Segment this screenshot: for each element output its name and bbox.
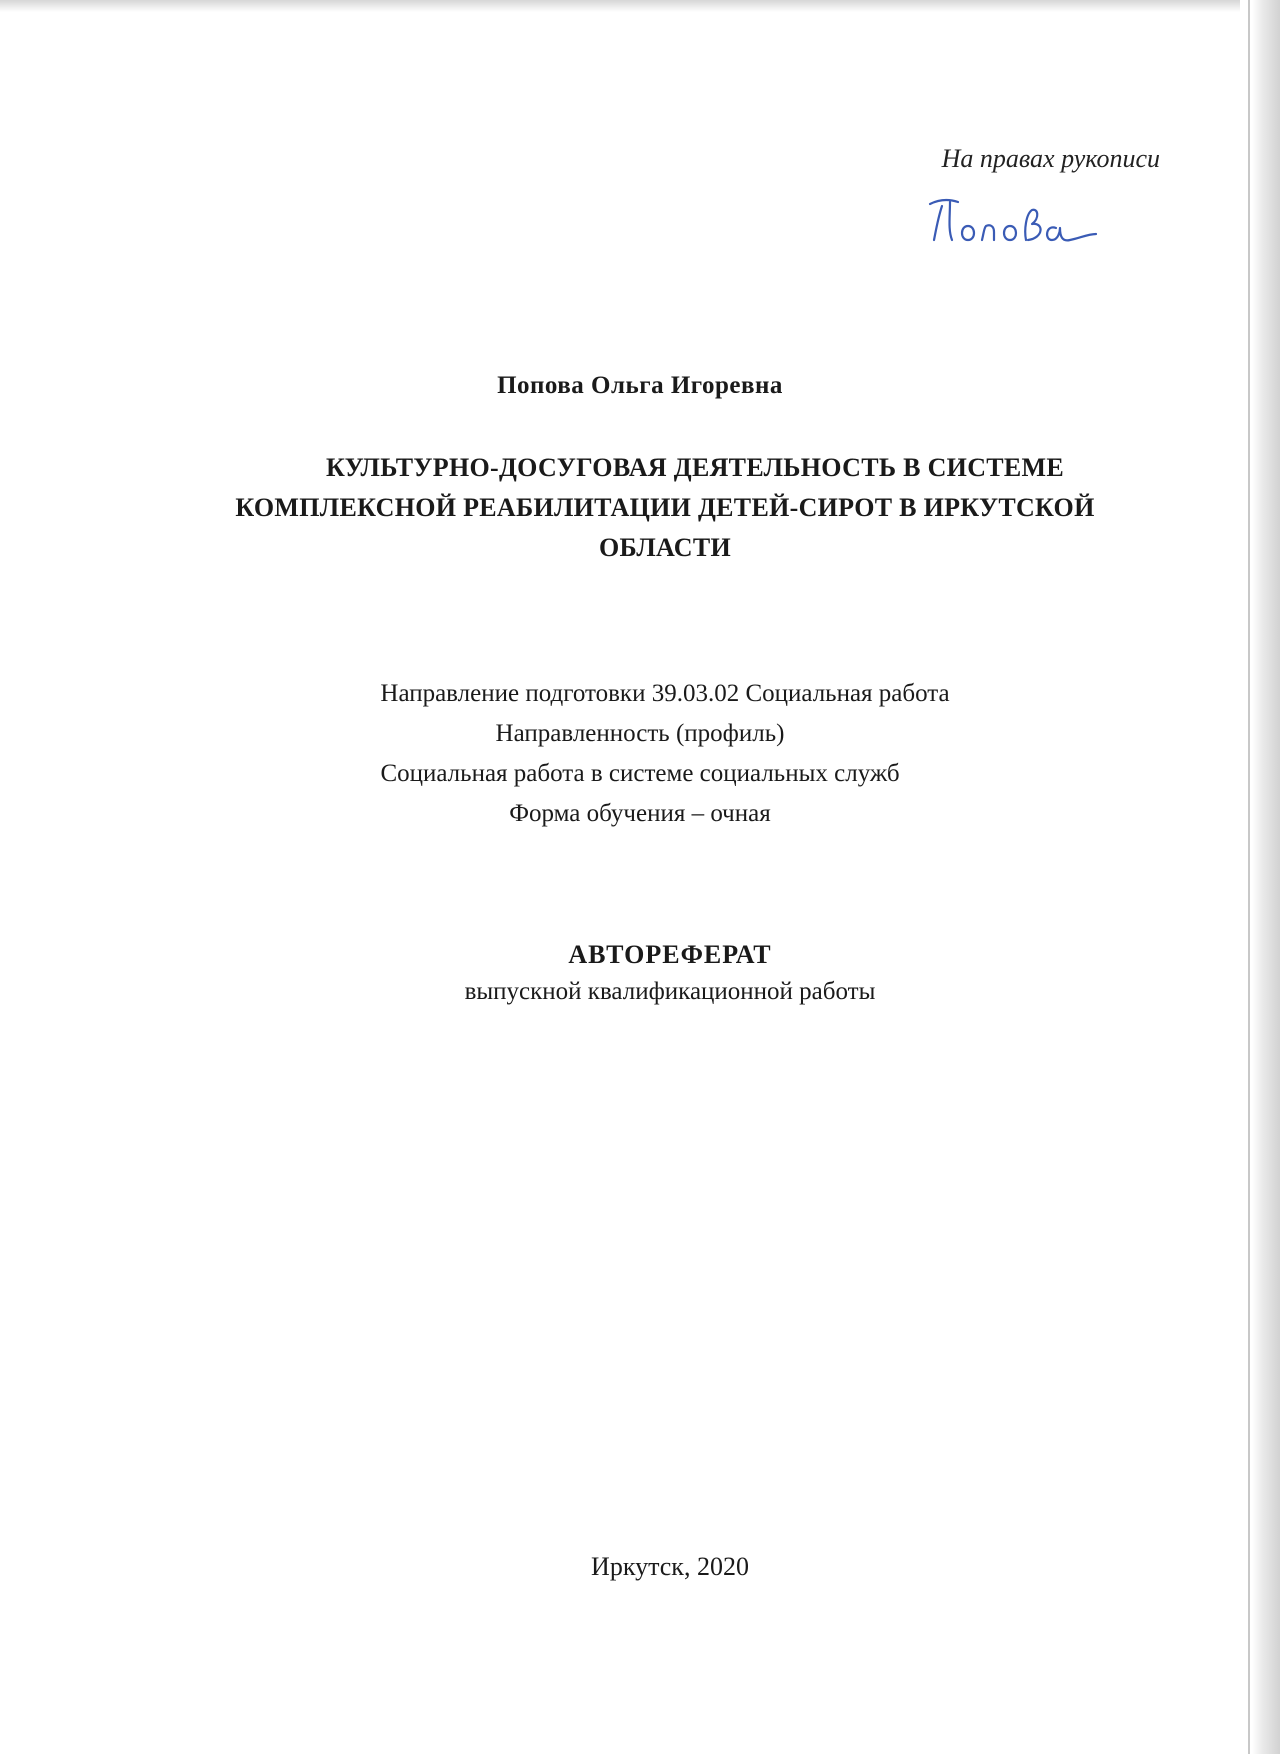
document-type: АВТОРЕФЕРАТ bbox=[568, 940, 772, 969]
study-info bbox=[0, 674, 1280, 834]
title-line: ОБЛАСТИ bbox=[598, 533, 732, 562]
handwritten-signature bbox=[928, 190, 1098, 250]
study-focus-label: Направленность (профиль) bbox=[495, 720, 785, 747]
thesis-title bbox=[180, 448, 1150, 568]
manuscript-note: На правах рукописи bbox=[941, 144, 1160, 173]
study-direction: Направление подготовки 39.03.02 Социальная работа bbox=[380, 680, 950, 707]
scan-edge-line bbox=[1248, 0, 1250, 1754]
study-profile: Социальная работа в системе социальных служб bbox=[380, 760, 900, 787]
document-subtitle: выпускной квалификационной работы bbox=[464, 978, 876, 1005]
scan-shadow-top bbox=[0, 0, 1240, 12]
title-line: КОМПЛЕКСНОЙ РЕАБИЛИТАЦИИ ДЕТЕЙ-СИРОТ В ИРКУТСКОЙ bbox=[235, 493, 1095, 522]
study-form: Форма обучения – очная bbox=[509, 800, 771, 827]
author-name: Попова Ольга Игоревна bbox=[497, 372, 783, 399]
title-line: КУЛЬТУРНО-ДОСУГОВАЯ ДЕЯТЕЛЬНОСТЬ В СИСТЕМЕ bbox=[325, 453, 1065, 482]
city-year: Иркутск, 2020 bbox=[591, 1552, 749, 1581]
scan-shadow-right bbox=[1252, 0, 1280, 1754]
